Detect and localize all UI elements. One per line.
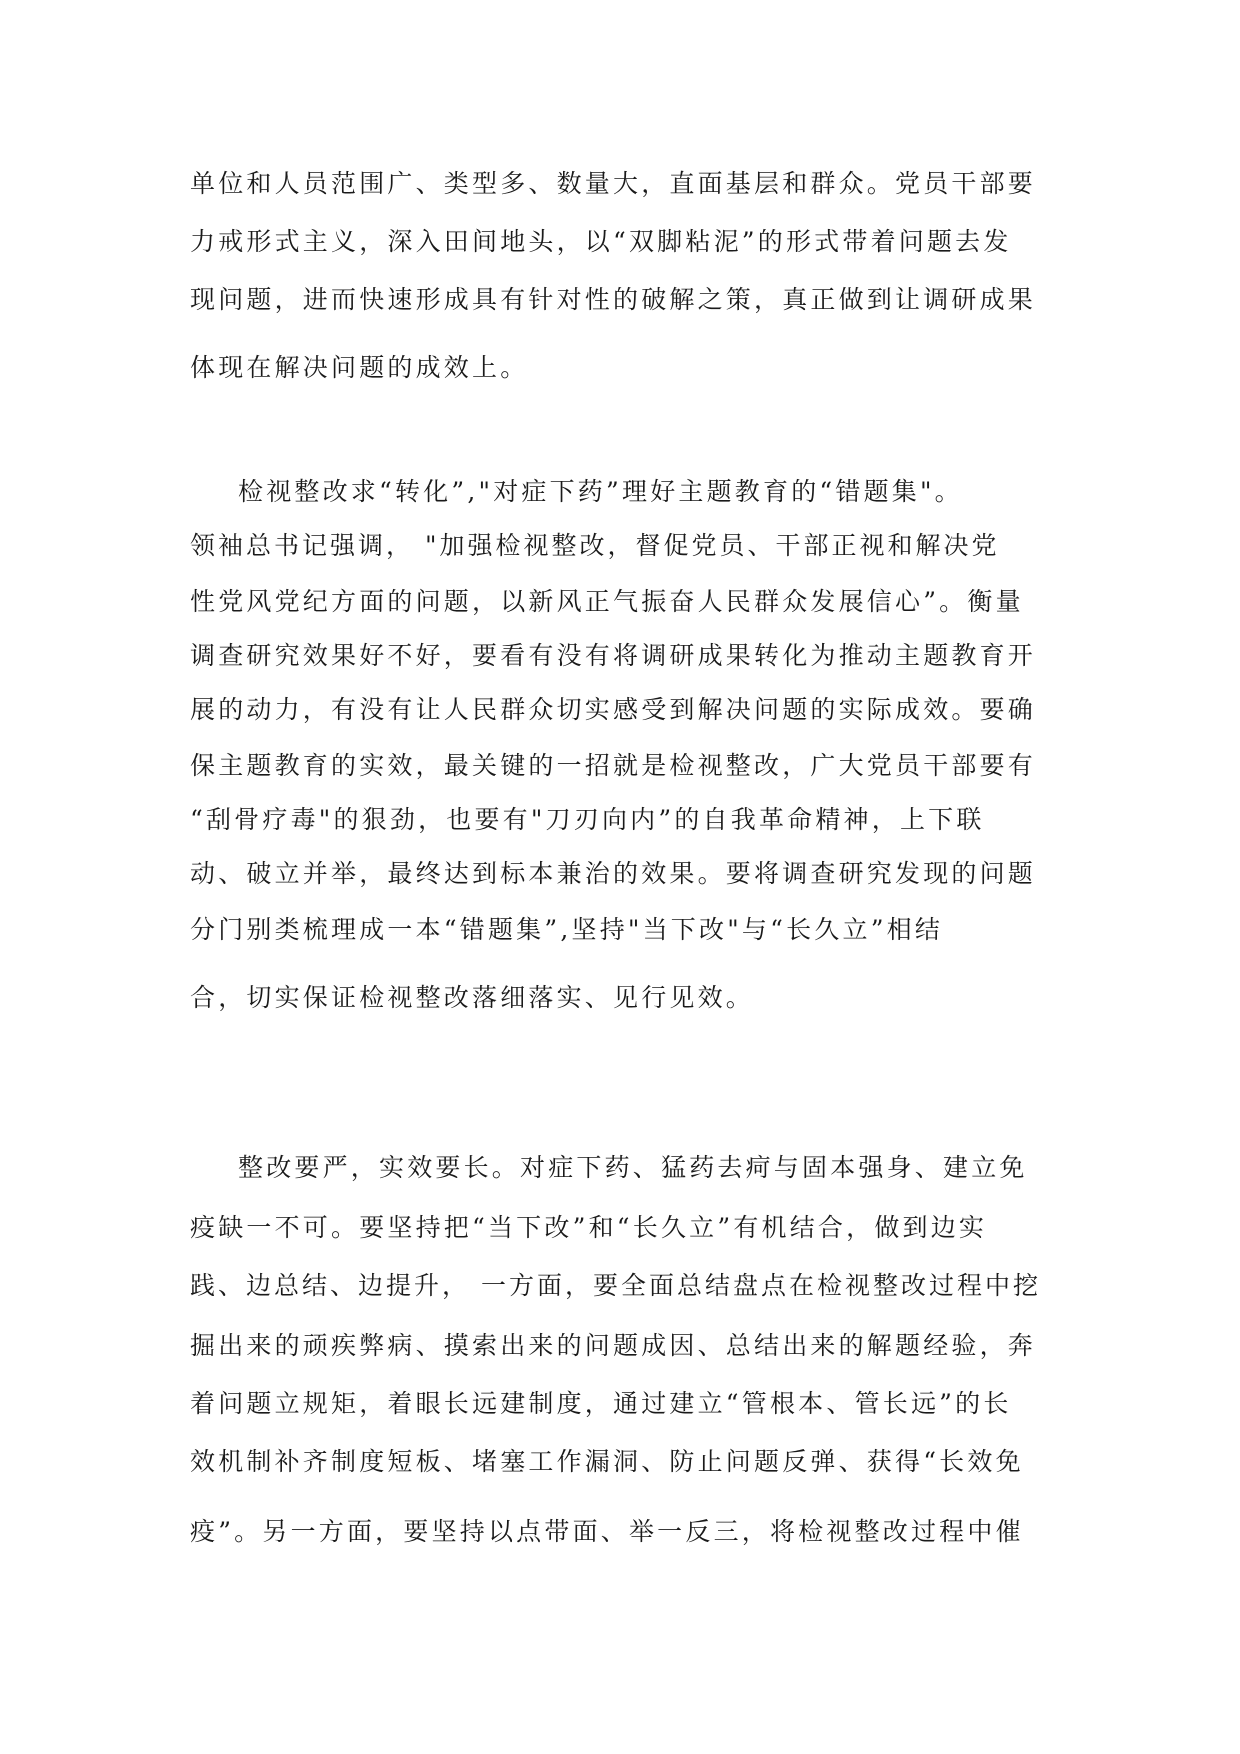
paragraph-2-line-7: “刮骨疗毒"的狠劲，也要有"刀刃向内”的自我革命精神，上下联	[190, 805, 985, 834]
paragraph-1-line-4: 体现在解决问题的成效上。	[190, 353, 529, 382]
paragraph-2-line-1: 检视整改求“转化”,"对症下药”理好主题教育的“错题集"。	[238, 477, 963, 506]
paragraph-2-line-8: 动、破立并举，最终达到标本兼治的效果。要将调查研究发现的问题	[190, 859, 1037, 888]
paragraph-2-line-10: 合，切实保证检视整改落细落实、见行见效。	[190, 983, 755, 1012]
paragraph-3-line-7: 疫”。另一方面，要坚持以点带面、举一反三，将检视整改过程中催	[190, 1517, 1024, 1546]
paragraph-3-line-6: 效机制补齐制度短板、堵塞工作漏洞、防止问题反弹、获得“长效免	[190, 1447, 1024, 1476]
paragraph-2-line-4: 调查研究效果好不好，要看有没有将调研成果转化为推动主题教育开	[190, 641, 1037, 670]
paragraph-1-line-3: 现问题，进而快速形成具有针对性的破解之策，真正做到让调研成果	[190, 285, 1037, 314]
paragraph-2-line-3: 性党风党纪方面的问题，以新风正气振奋人民群众发展信心”。衡量	[190, 587, 1024, 616]
paragraph-3-line-3: 践、边总结、边提升， 一方面，要全面总结盘点在检视整改过程中挖	[190, 1271, 1041, 1300]
paragraph-2-line-6: 保主题教育的实效，最关键的一招就是检视整改，广大党员干部要有	[190, 751, 1037, 780]
paragraph-3-line-1: 整改要严，实效要长。对症下药、猛药去疴与固本强身、建立免	[238, 1153, 1028, 1182]
paragraph-1-line-1: 单位和人员范围广、类型多、数量大，直面基层和群众。党员干部要	[190, 169, 1037, 198]
paragraph-2-line-9: 分门别类梳理成一本“错题集”,坚持"当下改"与“长久立”相结	[190, 915, 944, 944]
paragraph-1-line-2: 力戒形式主义，深入田间地头，以“双脚粘泥”的形式带着问题去发	[190, 227, 1012, 256]
paragraph-2-line-5: 展的动力，有没有让人民群众切实感受到解决问题的实际成效。要确	[190, 695, 1037, 724]
paragraph-3-line-5: 着问题立规矩，着眼长远建制度，通过建立“管根本、管长远”的长	[190, 1389, 1012, 1418]
paragraph-3-line-2: 疫缺一不可。要坚持把“当下改”和“长久立”有机结合，做到边实	[190, 1213, 988, 1242]
paragraph-3-line-4: 掘出来的顽疾弊病、摸索出来的问题成因、总结出来的解题经验，奔	[190, 1331, 1037, 1360]
paragraph-2-line-2: 领袖总书记强调， "加强检视整改，督促党员、干部正视和解决党	[190, 531, 1000, 560]
